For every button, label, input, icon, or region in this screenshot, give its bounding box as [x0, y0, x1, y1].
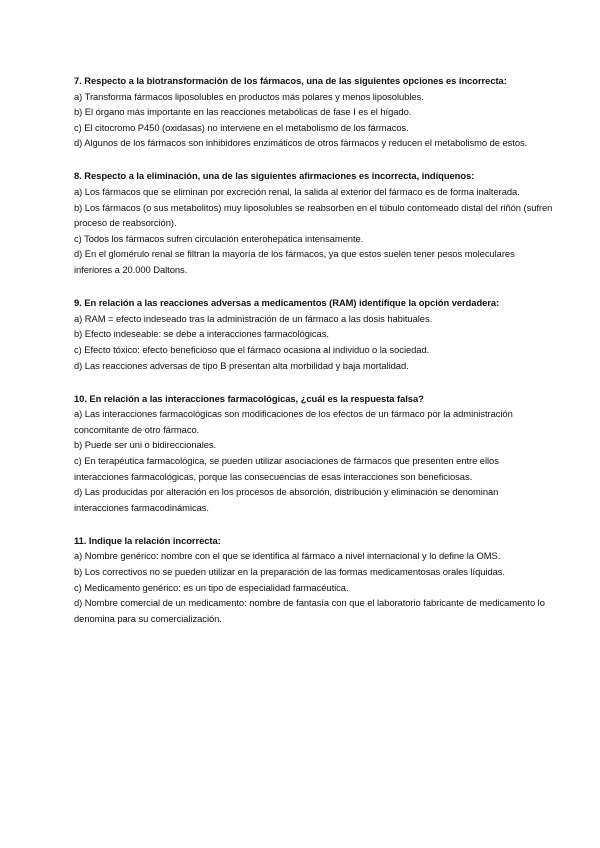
option-c: c) Todos los fármacos sufren circulación enterohepática intensamente.: [74, 232, 364, 244]
option-a: a) Transforma fármacos liposolubles en productos más polares y menos liposolubles.: [74, 90, 424, 102]
option-a: a) Las interacciones farmacológicas son modificaciones de los efectos de un fármaco por la administración concomitante de otro fármaco.: [74, 408, 513, 435]
option-d: d) Nombre comercial de un medicamento: nombre de fantasía con que el laboratorio fabricante de medicamento lo denomina para su comercialización.: [74, 597, 545, 624]
question-11: [74, 533, 554, 627]
option-a: a) Los fármacos que se eliminan por excreción renal, la salida al exterior del fármaco es de forma inalterada.: [74, 186, 520, 198]
option-b: b) Los correctivos no se pueden utilizar en la preparación de las formas medicamentosas orales líquidas.: [74, 566, 505, 578]
option-b: b) Puede ser uni o bidireccionales.: [74, 439, 217, 451]
question-title: 11. Indique la relación incorrecta:: [74, 534, 221, 546]
option-d: d) En el glomérulo renal se filtran la mayoría de los fármacos, ya que estos suelen tener pesos moleculares inferiores a 20.000 Daltons.: [74, 248, 515, 276]
option-d: d) Las reacciones adversas de tipo B presentan alta morbilidad y baja mortalidad.: [74, 359, 409, 371]
question-title: 8. Respecto a la eliminación, una de las siguientes afirmaciones es incorrecta, indíquenos:: [74, 170, 475, 182]
question-7: [74, 73, 554, 151]
option-d: d) Las producidas por alteración en los procesos de absorción, distribución y eliminación se denominan interacciones farmacodinámicas.: [74, 486, 499, 513]
option-c: c) Efecto tóxico: efecto beneficioso que el fármaco ocasiona al individuo o la sociedad.: [74, 343, 430, 355]
option-b: b) Los fármacos (o sus metabolitos) muy liposolubles se reabsorben en el túbulo contorneado distal del riñón (sufren proceso de reabsorción).: [74, 201, 553, 229]
question-9: [74, 295, 554, 373]
option-c: c) El citocromo P450 (oxidasas) no interviene en el metabolismo de los fármacos.: [74, 121, 409, 133]
option-a: a) Nombre genérico: nombre con el que se identifica al fármaco a nivel internacional y lo define la OMS.: [74, 550, 501, 562]
document-page: [74, 73, 554, 644]
option-b: b) Efecto indeseable: se debe a interacciones farmacológicas.: [74, 328, 329, 340]
question-title: 7. Respecto a la biotransformación de los fármacos, una de las siguientes opciones es incorrecta:: [74, 75, 507, 86]
option-d: d) Algunos de los fármacos son inhibidores enzimáticos de otros fármacos y reducen el metabolismo de estos.: [74, 137, 528, 149]
question-8: [74, 168, 554, 277]
option-b: b) El órgano más importante en las reacciones metabólicas de fase I es el hígado.: [74, 106, 412, 118]
option-c: c) Medicamento genérico: es un tipo de especialidad farmacéutica.: [74, 581, 349, 593]
question-title: 10. En relación a las interacciones farmacológicas, ¿cuál es la respuesta falsa?: [74, 392, 424, 404]
question-title: 9. En relación a las reacciones adversas a medicamentos (RAM) identifique la opción verdadera:: [74, 297, 500, 309]
option-a: a) RAM = efecto indeseado tras la administración de un fármaco a las dosis habituales.: [74, 312, 433, 324]
option-c: c) En terapéutica farmacológica, se pueden utilizar asociaciones de fármacos que presenten entre ellos interacciones farmacológicas, porque las consecuencias de esas interacciones son beneficiosas.: [74, 454, 499, 482]
question-10: [74, 391, 554, 516]
